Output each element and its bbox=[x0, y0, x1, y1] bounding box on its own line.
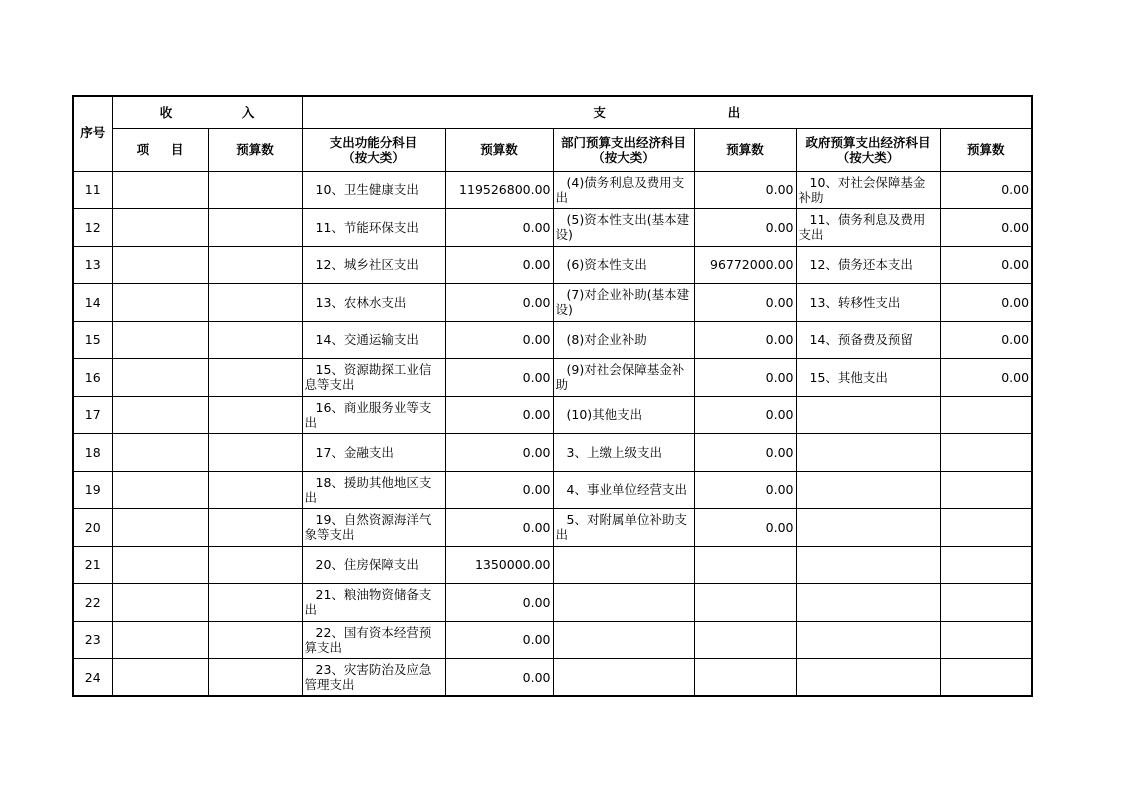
func-budget-cell: 0.00 bbox=[445, 359, 553, 397]
dept-subject-cell bbox=[553, 659, 694, 697]
dept-subject-cell: (6)资本性支出 bbox=[553, 246, 694, 284]
dept-subject-cell bbox=[553, 584, 694, 622]
func-budget-cell: 119526800.00 bbox=[445, 171, 553, 209]
gov-budget-cell: 0.00 bbox=[940, 209, 1032, 247]
table-row bbox=[73, 246, 1032, 284]
income-budget-cell bbox=[208, 321, 302, 359]
gov-subject-cell: 14、预备费及预留 bbox=[796, 321, 940, 359]
income-header: 收 入 bbox=[112, 96, 302, 128]
gov-budget-cell: 0.00 bbox=[940, 171, 1032, 209]
gov-budget-cell bbox=[940, 659, 1032, 697]
func-subject-cell: 21、粮油物资储备支出 bbox=[302, 584, 445, 622]
gov-subject-subtitle: （按大类） bbox=[836, 149, 900, 165]
func-subject-cell: 11、节能环保支出 bbox=[302, 209, 445, 247]
table-row bbox=[73, 509, 1032, 547]
gov-budget-cell: 0.00 bbox=[940, 321, 1032, 359]
table-row bbox=[73, 546, 1032, 584]
seq-cell: 12 bbox=[73, 209, 112, 247]
func-budget-cell: 0.00 bbox=[445, 209, 553, 247]
dept-budget-cell: 0.00 bbox=[694, 359, 796, 397]
func-budget-cell: 0.00 bbox=[445, 584, 553, 622]
func-budget-cell: 0.00 bbox=[445, 509, 553, 547]
dept-budget-cell bbox=[694, 546, 796, 584]
dept-subject-subtitle: （按大类） bbox=[592, 149, 655, 165]
income-budget-cell bbox=[208, 171, 302, 209]
func-budget-cell: 0.00 bbox=[445, 396, 553, 434]
seq-cell: 22 bbox=[73, 584, 112, 622]
gov-subject-cell: 10、对社会保障基金补助 bbox=[796, 171, 940, 209]
gov-budget-cell bbox=[940, 546, 1032, 584]
dept-budget-cell: 0.00 bbox=[694, 321, 796, 359]
dept-budget-cell: 96772000.00 bbox=[694, 246, 796, 284]
func-budget-cell: 0.00 bbox=[445, 284, 553, 322]
gov-budget-cell bbox=[940, 396, 1032, 434]
dept-budget-cell bbox=[694, 659, 796, 697]
table-row bbox=[73, 209, 1032, 247]
dept-budget-cell: 0.00 bbox=[694, 396, 796, 434]
income-budget-cell bbox=[208, 584, 302, 622]
func-budget-header: 预算数 bbox=[445, 128, 553, 171]
income-budget-cell bbox=[208, 546, 302, 584]
income-item-cell bbox=[112, 621, 208, 659]
func-subject-subtitle: （按大类） bbox=[342, 149, 405, 165]
dept-budget-cell bbox=[694, 584, 796, 622]
gov-budget-cell bbox=[940, 509, 1032, 547]
gov-budget-header: 预算数 bbox=[940, 128, 1032, 171]
func-budget-cell: 0.00 bbox=[445, 246, 553, 284]
seq-cell: 24 bbox=[73, 659, 112, 697]
func-subject-cell: 20、住房保障支出 bbox=[302, 546, 445, 584]
income-item-cell bbox=[112, 359, 208, 397]
income-budget-cell bbox=[208, 284, 302, 322]
dept-budget-cell: 0.00 bbox=[694, 509, 796, 547]
gov-budget-cell bbox=[940, 621, 1032, 659]
income-budget-cell bbox=[208, 246, 302, 284]
func-subject-header bbox=[302, 128, 445, 171]
income-item-cell bbox=[112, 321, 208, 359]
income-item-header: 项 目 bbox=[112, 128, 208, 171]
dept-subject-cell: (10)其他支出 bbox=[553, 396, 694, 434]
func-subject-cell: 10、卫生健康支出 bbox=[302, 171, 445, 209]
func-budget-cell: 0.00 bbox=[445, 321, 553, 359]
dept-subject-cell bbox=[553, 546, 694, 584]
income-budget-cell bbox=[208, 659, 302, 697]
dept-budget-cell: 0.00 bbox=[694, 284, 796, 322]
dept-budget-cell bbox=[694, 621, 796, 659]
seq-cell: 16 bbox=[73, 359, 112, 397]
table-row bbox=[73, 321, 1032, 359]
dept-subject-title: 部门预算支出经济科目 bbox=[561, 134, 687, 150]
income-item-cell bbox=[112, 546, 208, 584]
seq-cell: 15 bbox=[73, 321, 112, 359]
dept-subject-cell: 3、上缴上级支出 bbox=[553, 434, 694, 472]
income-item-cell bbox=[112, 434, 208, 472]
income-budget-cell bbox=[208, 509, 302, 547]
table-row bbox=[73, 621, 1032, 659]
income-budget-cell bbox=[208, 396, 302, 434]
dept-subject-header bbox=[553, 128, 694, 171]
dept-subject-cell: 4、事业单位经营支出 bbox=[553, 471, 694, 509]
dept-subject-cell: (5)资本性支出(基本建设) bbox=[553, 209, 694, 247]
table-row bbox=[73, 584, 1032, 622]
income-budget-header: 预算数 bbox=[208, 128, 302, 171]
income-budget-cell bbox=[208, 359, 302, 397]
gov-subject-cell bbox=[796, 546, 940, 584]
income-budget-cell bbox=[208, 209, 302, 247]
income-item-cell bbox=[112, 396, 208, 434]
dept-subject-cell: (8)对企业补助 bbox=[553, 321, 694, 359]
table-row bbox=[73, 659, 1032, 697]
gov-subject-cell: 11、债务利息及费用支出 bbox=[796, 209, 940, 247]
gov-subject-cell bbox=[796, 471, 940, 509]
income-item-cell bbox=[112, 659, 208, 697]
gov-subject-title: 政府预算支出经济科目 bbox=[805, 134, 931, 150]
dept-subject-cell: (4)债务利息及费用支出 bbox=[553, 171, 694, 209]
seq-cell: 11 bbox=[73, 171, 112, 209]
dept-budget-cell: 0.00 bbox=[694, 209, 796, 247]
income-item-cell bbox=[112, 171, 208, 209]
func-subject-cell: 16、商业服务业等支出 bbox=[302, 396, 445, 434]
seq-cell: 23 bbox=[73, 621, 112, 659]
seq-cell: 21 bbox=[73, 546, 112, 584]
income-budget-cell bbox=[208, 471, 302, 509]
gov-budget-cell: 0.00 bbox=[940, 284, 1032, 322]
gov-budget-cell bbox=[940, 434, 1032, 472]
seq-cell: 13 bbox=[73, 246, 112, 284]
income-item-cell bbox=[112, 584, 208, 622]
dept-budget-cell: 0.00 bbox=[694, 471, 796, 509]
income-budget-cell bbox=[208, 434, 302, 472]
dept-subject-cell: (9)对社会保障基金补助 bbox=[553, 359, 694, 397]
seq-cell: 20 bbox=[73, 509, 112, 547]
gov-budget-cell bbox=[940, 471, 1032, 509]
func-budget-cell: 0.00 bbox=[445, 471, 553, 509]
func-subject-cell: 22、国有资本经营预算支出 bbox=[302, 621, 445, 659]
gov-subject-cell: 12、债务还本支出 bbox=[796, 246, 940, 284]
seq-cell: 14 bbox=[73, 284, 112, 322]
gov-subject-cell bbox=[796, 396, 940, 434]
gov-budget-cell bbox=[940, 584, 1032, 622]
func-subject-title: 支出功能分科目 bbox=[329, 134, 418, 150]
table-row bbox=[73, 471, 1032, 509]
func-subject-cell: 17、金融支出 bbox=[302, 434, 445, 472]
dept-budget-cell: 0.00 bbox=[694, 434, 796, 472]
gov-subject-cell bbox=[796, 509, 940, 547]
table-row bbox=[73, 359, 1032, 397]
table-row bbox=[73, 284, 1032, 322]
func-subject-cell: 15、资源勘探工业信息等支出 bbox=[302, 359, 445, 397]
func-budget-cell: 0.00 bbox=[445, 621, 553, 659]
budget-table bbox=[72, 95, 1033, 697]
income-item-cell bbox=[112, 284, 208, 322]
gov-subject-cell bbox=[796, 659, 940, 697]
gov-subject-cell bbox=[796, 621, 940, 659]
gov-subject-cell: 15、其他支出 bbox=[796, 359, 940, 397]
table-row bbox=[73, 434, 1032, 472]
table-row bbox=[73, 396, 1032, 434]
func-subject-cell: 14、交通运输支出 bbox=[302, 321, 445, 359]
gov-subject-cell bbox=[796, 434, 940, 472]
func-subject-cell: 19、自然资源海洋气象等支出 bbox=[302, 509, 445, 547]
func-subject-cell: 18、援助其他地区支出 bbox=[302, 471, 445, 509]
gov-subject-cell: 13、转移性支出 bbox=[796, 284, 940, 322]
income-item-cell bbox=[112, 509, 208, 547]
func-subject-cell: 13、农林水支出 bbox=[302, 284, 445, 322]
income-item-cell bbox=[112, 246, 208, 284]
expense-header: 支 出 bbox=[302, 96, 1032, 128]
dept-budget-cell: 0.00 bbox=[694, 171, 796, 209]
dept-subject-cell: (7)对企业补助(基本建设) bbox=[553, 284, 694, 322]
income-item-cell bbox=[112, 209, 208, 247]
income-budget-cell bbox=[208, 621, 302, 659]
gov-budget-cell: 0.00 bbox=[940, 359, 1032, 397]
func-budget-cell: 1350000.00 bbox=[445, 546, 553, 584]
seq-cell: 19 bbox=[73, 471, 112, 509]
gov-budget-cell: 0.00 bbox=[940, 246, 1032, 284]
func-subject-cell: 23、灾害防治及应急管理支出 bbox=[302, 659, 445, 697]
dept-subject-cell bbox=[553, 621, 694, 659]
func-budget-cell: 0.00 bbox=[445, 434, 553, 472]
seq-cell: 17 bbox=[73, 396, 112, 434]
income-item-cell bbox=[112, 471, 208, 509]
seq-header: 序号 bbox=[73, 96, 112, 171]
dept-budget-header: 预算数 bbox=[694, 128, 796, 171]
table-row bbox=[73, 171, 1032, 209]
dept-subject-cell: 5、对附属单位补助支出 bbox=[553, 509, 694, 547]
seq-cell: 18 bbox=[73, 434, 112, 472]
func-subject-cell: 12、城乡社区支出 bbox=[302, 246, 445, 284]
func-budget-cell: 0.00 bbox=[445, 659, 553, 697]
gov-subject-header bbox=[796, 128, 940, 171]
gov-subject-cell bbox=[796, 584, 940, 622]
